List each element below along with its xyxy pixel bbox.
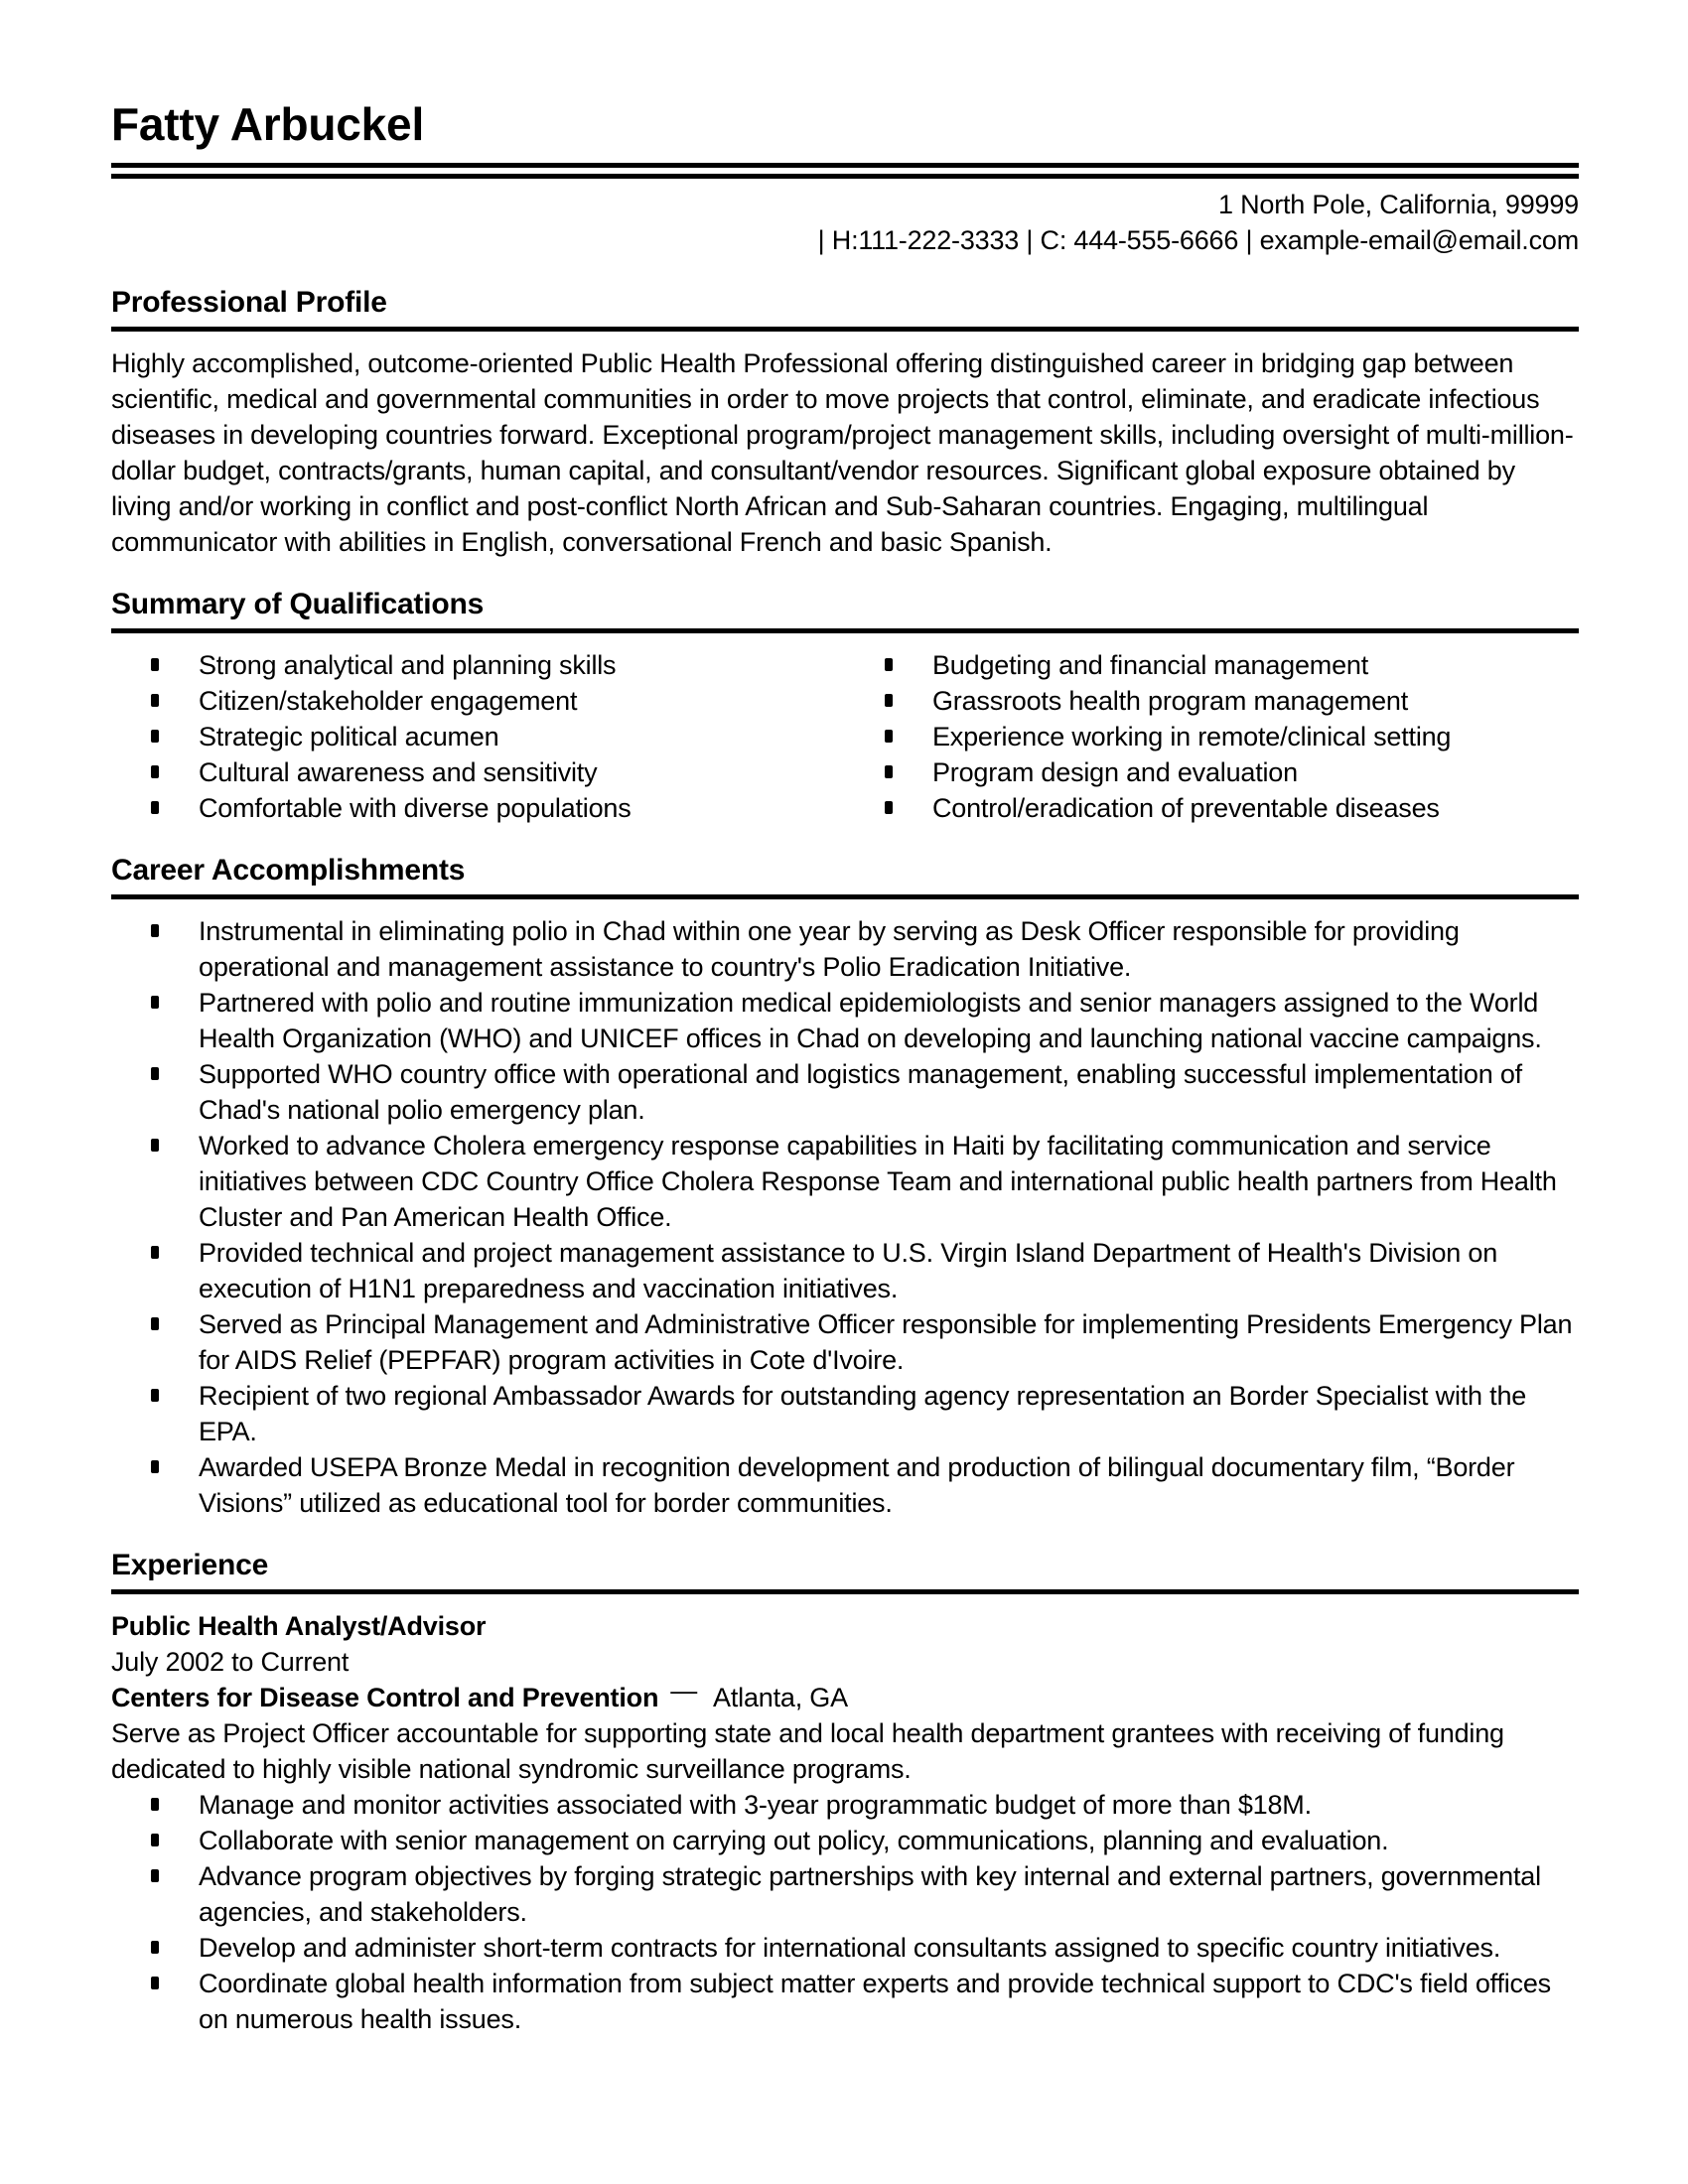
profile-paragraph: Highly accomplished, outcome-oriented Public Health Professional offering distinguished career in bridging gap between scientific, medical and governmental communities in order to move projects that control, eliminate, and eradicate infectious diseases in developing countries forward. Exceptional program/project management skills, including oversight of multi-million-dollar budget, contracts/grants, human capital, and consultant/vendor resources. Significant global exposure obtained by living and/or working in conflict and post-conflict North African and Sub-Saharan countries. Engaging, multilingual communicator with abilities in English, conversational French and basic Spanish.	[111, 348, 1574, 557]
accomplishment-text: Worked to advance Cholera emergency response capabilities in Haiti by facilitating communication and service initiatives between CDC Country Office Cholera Response Team and international public health partners from Health Cluster and Pan American Health Office.	[199, 1131, 1557, 1232]
qualifications-columns	[111, 647, 1579, 826]
resume-header	[111, 99, 1579, 258]
qualification-text: Program design and evaluation	[932, 757, 1298, 787]
list-item	[845, 790, 1579, 826]
contact-block	[111, 187, 1579, 258]
accomplishment-text: Awarded USEPA Bronze Medal in recognition development and production of bilingual documentary film, “Border Visions” utilized as educational tool for border communities.	[199, 1452, 1515, 1518]
bullet-icon	[151, 694, 159, 707]
bullet-icon	[151, 1460, 159, 1473]
dash-separator: —	[670, 1676, 698, 1706]
bullet-icon	[151, 730, 159, 743]
qualification-text: Strong analytical and planning skills	[199, 650, 617, 680]
duty-text: Coordinate global health information from subject matter experts and provide technical support to CDC's field offices on numerous health issues.	[199, 1969, 1551, 2034]
list-item	[845, 719, 1579, 754]
duty-text: Manage and monitor activities associated with 3-year programmatic budget of more than $18M.	[199, 1790, 1312, 1820]
section-experience	[111, 1549, 1579, 2037]
list-item	[845, 683, 1579, 719]
bullet-icon	[885, 765, 893, 778]
candidate-name: Fatty Arbuckel	[111, 98, 425, 150]
experience-duties-list	[111, 1787, 1579, 2037]
rule-line-bottom	[111, 174, 1579, 179]
accomplishment-text: Supported WHO country office with operational and logistics management, enabling successful implementation of Chad's national polio emergency plan.	[199, 1059, 1522, 1125]
list-item	[111, 985, 1579, 1056]
list-item	[845, 647, 1579, 683]
bullet-icon	[151, 658, 159, 671]
bullet-icon	[151, 765, 159, 778]
job-dates: July 2002 to Current	[111, 1647, 350, 1677]
job-location: Atlanta, GA	[713, 1683, 848, 1712]
accomplishments-list	[111, 913, 1579, 1521]
job-summary-paragraph: Serve as Project Officer accountable for supporting state and local health department grantees with receiving of funding dedicated to highly visible national syndromic surveillance programs.	[111, 1718, 1504, 1784]
duty-text: Develop and administer short-term contracts for international consultants assigned to specific country initiatives.	[199, 1933, 1501, 1963]
bullet-icon	[151, 1834, 159, 1846]
bullet-icon	[151, 1246, 159, 1259]
employer-name: Centers for Disease Control and Prevention	[111, 1683, 659, 1712]
list-item	[111, 790, 845, 826]
duty-text: Collaborate with senior management on carrying out policy, communications, planning and evaluation.	[199, 1826, 1389, 1855]
list-item	[111, 1930, 1579, 1966]
accomplishment-text: Partnered with polio and routine immunization medical epidemiologists and senior managers assigned to the World Health Organization (WHO) and UNICEF offices in Chad on developing and launching national vaccine campaigns.	[199, 988, 1542, 1053]
bullet-icon	[885, 658, 893, 671]
bullet-icon	[151, 1977, 159, 1989]
list-item	[845, 754, 1579, 790]
section-professional-profile	[111, 286, 1579, 560]
duty-text: Advance program objectives by forging strategic partnerships with key internal and external partners, governmental agencies, and stakeholders.	[199, 1861, 1541, 1927]
phone-email-line: | H:111-222-3333 | C: 444-555-6666 | example-email@email.com	[817, 225, 1579, 255]
list-item	[111, 754, 845, 790]
qualification-text: Citizen/stakeholder engagement	[199, 686, 578, 716]
qualification-text: Comfortable with diverse populations	[199, 793, 632, 823]
qualification-text: Cultural awareness and sensitivity	[199, 757, 598, 787]
bullet-icon	[151, 1139, 159, 1152]
list-item	[111, 1966, 1579, 2037]
bullet-icon	[151, 1869, 159, 1882]
qualification-text: Strategic political acumen	[199, 722, 499, 751]
list-item	[111, 1056, 1579, 1128]
bullet-icon	[151, 924, 159, 937]
bullet-icon	[151, 1067, 159, 1080]
qualification-text: Control/eradication of preventable diseases	[932, 793, 1440, 823]
experience-heading: Experience	[111, 1549, 1579, 1594]
list-item	[111, 1823, 1579, 1858]
qualification-text: Grassroots health program management	[932, 686, 1409, 716]
section-summary-of-qualifications	[111, 588, 1579, 826]
job-title: Public Health Analyst/Advisor	[111, 1611, 487, 1641]
list-item	[111, 1128, 1579, 1235]
list-item	[111, 647, 845, 683]
bullet-icon	[151, 1798, 159, 1811]
list-item	[111, 1306, 1579, 1378]
bullet-icon	[885, 730, 893, 743]
list-item	[111, 683, 845, 719]
bullet-icon	[151, 1389, 159, 1402]
list-item	[111, 719, 845, 754]
bullet-icon	[885, 694, 893, 707]
employer-line	[111, 1676, 1579, 1715]
accomplishment-text: Served as Principal Management and Administrative Officer responsible for implementing Presidents Emergency Plan for AIDS Relief (PEPFAR) program activities in Cote d'Ivoire.	[199, 1309, 1573, 1375]
list-item	[111, 1235, 1579, 1306]
list-item	[111, 913, 1579, 985]
address-line: 1 North Pole, California, 99999	[1217, 190, 1579, 219]
list-item	[111, 1378, 1579, 1449]
accomplishment-text: Instrumental in eliminating polio in Chad within one year by serving as Desk Officer responsible for providing operational and management assistance to country's Polio Eradication Initiative.	[199, 916, 1460, 982]
bullet-icon	[151, 1941, 159, 1954]
bullet-icon	[151, 801, 159, 814]
qualifications-left-column	[111, 647, 845, 826]
qualifications-right-column	[845, 647, 1579, 826]
accomplishment-text: Recipient of two regional Ambassador Awards for outstanding agency representation an Border Specialist with the EPA.	[199, 1381, 1527, 1446]
list-item	[111, 1858, 1579, 1930]
profile-heading: Professional Profile	[111, 286, 1579, 332]
bullet-icon	[151, 1317, 159, 1330]
list-item	[111, 1787, 1579, 1823]
qualification-text: Experience working in remote/clinical setting	[932, 722, 1452, 751]
bullet-icon	[885, 801, 893, 814]
header-double-rule	[111, 163, 1579, 179]
qualification-text: Budgeting and financial management	[932, 650, 1369, 680]
accomplishments-heading: Career Accomplishments	[111, 854, 1579, 899]
list-item	[111, 1449, 1579, 1521]
section-career-accomplishments	[111, 854, 1579, 1521]
qualifications-heading: Summary of Qualifications	[111, 588, 1579, 633]
bullet-icon	[151, 996, 159, 1009]
accomplishment-text: Provided technical and project management assistance to U.S. Virgin Island Department of Health's Division on execution of H1N1 preparedness and vaccination initiatives.	[199, 1238, 1498, 1303]
